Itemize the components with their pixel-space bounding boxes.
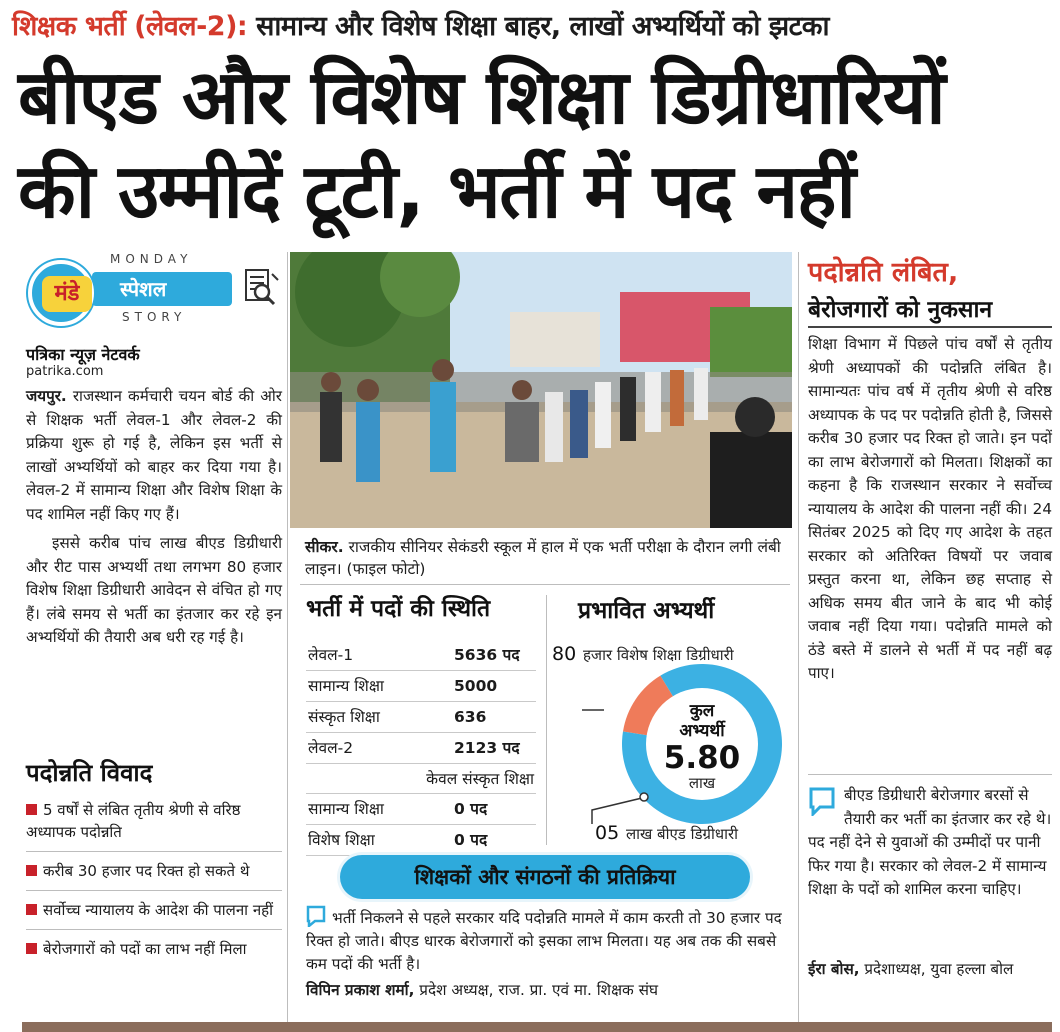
ring-label-bed: 05 लाख बीएड डिग्रीधारी — [595, 822, 738, 844]
article-body — [26, 385, 282, 656]
byline-network: पत्रिका न्यूज़ नेटवर्क — [26, 345, 140, 364]
affected-heading: प्रभावित अभ्यर्थी — [578, 598, 715, 624]
speech-bubble-icon — [808, 786, 836, 816]
kicker-text: सामान्य और विशेष शिक्षा बाहर, लाखों अभ्यर्थियों को झटका — [256, 11, 829, 42]
table-note: केवल संस्कृत शिक्षा — [306, 764, 536, 794]
divider — [300, 584, 790, 585]
monday-special-badge — [22, 252, 284, 328]
bullet-item: 5 वर्षों से लंबित तृतीय श्रेणी से वरिष्ठ अध्यापक पदोन्नति — [26, 797, 282, 852]
right-sig-designation: प्रदेशाध्यक्ष, युवा हल्ला बोल — [864, 960, 1014, 978]
column-divider — [798, 252, 799, 1022]
bullet-square-icon — [26, 943, 37, 954]
badge-monday-hindi: मंडे — [42, 276, 92, 312]
bullet-square-icon — [26, 904, 37, 915]
ring-center-title2: अभ्यर्थी — [679, 721, 725, 741]
ring-center-unit: लाख — [688, 774, 716, 792]
leader-dot-bed — [640, 793, 648, 801]
right-column-body: शिक्षा विभाग में पिछले पांच वर्षों से तृतीय श्रेणी अध्यापकों की पदोन्नति लंबित है। सामान्यतः पांच वर्ष में तृतीय श्रेणी से वरिष्ठ अध्यापक के पद पर पदोन्नति होती है, जिससे करीब 30 हजार पद रिक्त हो जाते। इन पदों का लाभ बेरोजगारों को मिलता। शिक्षकों का कहना है कि राजस्थान सरकार ने सर्वोच्च न्यायालय के आदेश की पालना नहीं की। 24 सितंबर 2025 को दिए गए आदेश के तहत सरकार को अतिरिक्त विषयों पर जवाब प्रस्तुत करना था, लेकिन छह सप्ताह से अधिक समय बीत जाने के बाद भी कोई जवाब नहीं दिया गया। पदोन्नति मामले को ठंडे बस्ते में डालने से भर्ती में पद नहीं बढ़ पाए। — [808, 335, 1052, 682]
reaction-name: विपिन प्रकाश शर्मा, — [306, 981, 415, 999]
table-row: लेवल-2 2123 पद — [306, 733, 536, 764]
right-signature — [808, 958, 1052, 982]
photo-caption — [305, 536, 783, 580]
leader-line-special — [582, 670, 604, 710]
bullet-item: करीब 30 हजार पद रिक्त हो सकते थे — [26, 858, 282, 891]
posts-table-heading: भर्ती में पदों की स्थिति — [306, 596, 491, 622]
speech-bubble-icon — [306, 905, 326, 927]
ring-center-value: 5.80 — [663, 740, 741, 776]
headline-line-2: की उम्मीदें टूटी, भर्ती में पद नहीं — [18, 147, 855, 235]
badge-monday: MONDAY — [110, 252, 193, 266]
bottom-image-strip — [22, 1022, 1052, 1032]
table-row: लेवल-1 5636 पद — [306, 640, 536, 671]
table-row: संस्कृत शिक्षा 636 — [306, 702, 536, 733]
badge-story: STORY — [122, 310, 187, 324]
kicker-label: शिक्षक भर्ती (लेवल-2): — [12, 11, 248, 42]
headline — [18, 50, 1048, 238]
photo-caption-text: राजकीय सीनियर सेकंडरी स्कूल में हाल में एक भर्ती परीक्षा के दौरान लगी लंबी लाइन। (फाइल फोटो) — [305, 538, 781, 578]
badge-special: स्पेशल — [92, 272, 232, 306]
divider — [546, 595, 547, 845]
ring-label-special: 80 हजार विशेष शिक्षा डिग्रीधारी — [552, 643, 734, 665]
queue-photo — [290, 252, 792, 528]
bullet-item: सर्वोच्च न्यायालय के आदेश की पालना नहीं — [26, 897, 282, 930]
divider — [808, 774, 1052, 775]
promotion-dispute-bullets — [26, 797, 282, 974]
bullet-square-icon — [26, 804, 37, 815]
bullet-square-icon — [26, 865, 37, 876]
byline-site: patrika.com — [26, 364, 104, 379]
article-para-1-text: राजस्थान कर्मचारी चयन बोर्ड की ओर से शिक्षक भर्ती लेवल-1 और लेवल-2 की प्रक्रिया शुरू हो गई है, लेकिन इस भर्ती से लाखों अभ्यर्थियों को बाहर कर दिया गया है। लेवल-2 में सामान्य शिक्षा और विशेष शिक्षा के पद शामिल नहीं किए गए हैं। — [26, 387, 283, 523]
leader-line-bed — [592, 798, 642, 824]
headline-line-1: बीएड और विशेष शिक्षा डिग्रीधारियों — [18, 53, 945, 141]
kicker — [12, 6, 829, 43]
article-para-1 — [26, 385, 282, 526]
table-row: सामान्य शिक्षा 0 पद — [306, 794, 536, 825]
right-heading-2: बेरोजगारों को नुकसान — [808, 297, 993, 323]
reaction-heading: शिक्षकों और संगठनों की प्रतिक्रिया — [340, 855, 750, 899]
bullet-item: बेरोजगारों को पदों का लाभ नहीं मिला — [26, 936, 282, 968]
photo-caption-place: सीकर. — [305, 538, 344, 556]
article-para-2: इससे करीब पांच लाख बीएड डिग्रीधारी और रीट पास अभ्यर्थी तथा लगभग 80 हजार विशेष शिक्षा डिग्रीधारी आवेदन से वंचित हो गए हैं। लंबे समय से भर्ती का इंतजार कर रहे इन अभ्यर्थियों की तैयारी अब धरी रह गई है। — [26, 534, 282, 646]
reaction-designation: प्रदेश अध्यक्ष, राज. प्रा. एवं मा. शिक्षक संघ — [419, 981, 659, 999]
right-heading-rule — [808, 326, 1052, 328]
reaction-quote: भर्ती निकलने से पहले सरकार यदि पदोन्नति मामले में काम करती तो 30 हजार पद रिक्त हो जाते। बीएड धारक बेरोजगारों को इसका लाभ मिलता। यह अब तक की सबसे कम पदों की भर्ती है। — [306, 905, 786, 976]
table-row: विशेष शिक्षा 0 पद — [306, 825, 536, 856]
right-sig-name: ईरा बोस, — [808, 960, 860, 978]
right-heading-1: पदोन्नति लंबित, — [808, 257, 959, 288]
badge-circle — [28, 260, 94, 326]
posts-table — [306, 640, 536, 856]
reaction-signature — [306, 980, 658, 1000]
right-quote: बीएड डिग्रीधारी बेरोजगार बरसों से तैयारी कर भर्ती का इंतजार कर रहे थे। पद नहीं देने से युवाओं की उम्मीदों पर पानी फिर गया है। सरकार को लेवल-2 में सामान्य शिक्षा के पदों को शामिल करना चाहिए। — [808, 786, 1052, 898]
affected-ring-chart — [582, 660, 782, 824]
promotion-dispute-heading: पदोन्नति विवाद — [26, 759, 153, 787]
column-divider — [287, 252, 288, 1022]
dateline: जयपुर. — [26, 387, 67, 405]
document-magnifier-icon — [238, 266, 280, 308]
ring-center-title1: कुल — [689, 701, 715, 721]
table-row: सामान्य शिक्षा 5000 — [306, 671, 536, 702]
